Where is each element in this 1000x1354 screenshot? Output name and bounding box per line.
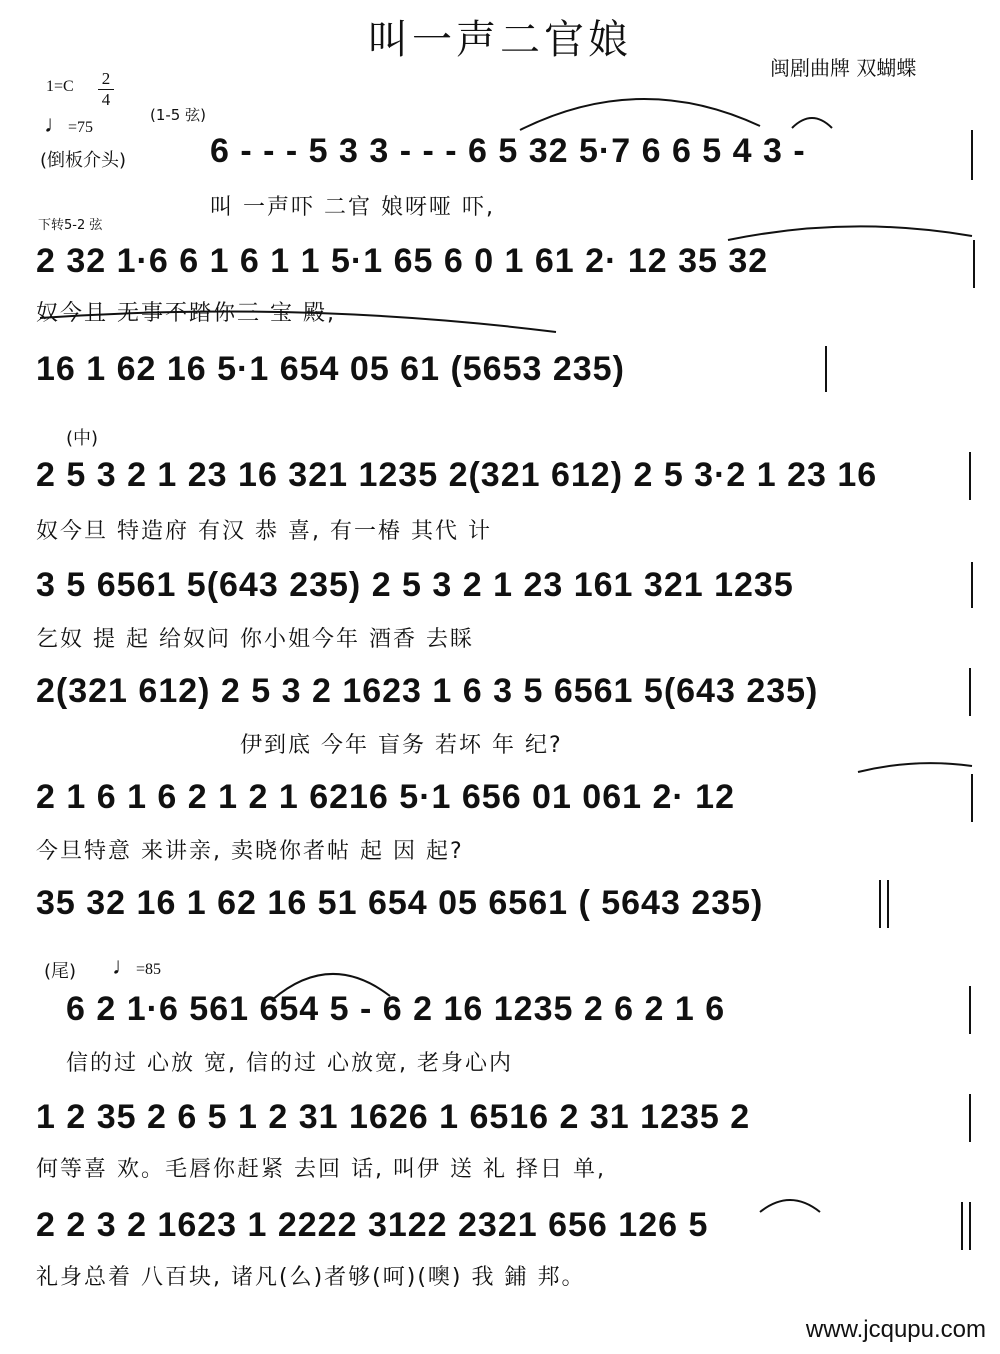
quarter-note-icon: ♩ [44, 112, 68, 138]
page-title: 叫一声二官娘 [368, 17, 632, 63]
notation-line: 2(321 612) 2 5 3 2 1623 1 6 3 5 6561 5(643 235) [36, 672, 819, 710]
notation-line: 6 2 1·6 561 654 5 - 6 2 16 1235 2 6 2 1 6 [66, 990, 726, 1028]
slur [272, 974, 390, 1000]
lyrics-line: 何等喜 欢。毛唇你赶紧 去回 话, 叫伊 送 礼 择日 单, [36, 1157, 606, 1182]
lyrics-line: 奴今且 无事不踏你三 宝 殿, [36, 301, 336, 326]
intro-label: (倒板介头) [40, 150, 127, 171]
section-middle-label: (中) [66, 428, 99, 449]
slur [760, 1200, 820, 1212]
section-end-label: (尾) [44, 961, 77, 982]
lyrics-line: 礼身总着 八百块, 诸凡(么)者够(呵)(噢) 我 鋪 邦。 [36, 1265, 586, 1290]
notation-line: 16 1 62 16 5·1 654 05 61 (5653 235) [36, 350, 625, 388]
subtitle: 闽剧曲牌 双蝴蝶 [770, 56, 917, 80]
slur [728, 226, 972, 240]
lyrics-line: 叫 一声吓 二官 娘呀哑 吓, [210, 195, 495, 220]
slur [792, 118, 832, 128]
lyrics-line: 伊到底 今年 盲务 若坏 年 纪? [240, 733, 563, 758]
key-signature: 1=C [46, 78, 74, 95]
string-hint: (1-5 弦) [150, 106, 206, 124]
transpose-label: 下转5-2 弦 [38, 218, 103, 233]
notation-line: 3 5 6561 5(643 235) 2 5 3 2 1 23 161 321 1235 [36, 566, 794, 604]
lyrics-line: 信的过 心放 宽, 信的过 心放宽, 老身心内 [66, 1051, 513, 1076]
site-url: www.jcqupu.com [805, 1316, 986, 1343]
slur [40, 312, 556, 332]
notation-line: 2 2 3 2 1623 1 2222 3122 2321 656 126 5 [36, 1206, 709, 1244]
notation-line: 2 32 1·6 6 1 6 1 1 5·1 65 6 0 1 61 2· 12 35 32 [36, 242, 769, 280]
time-signature-top: 2 [101, 69, 111, 88]
slur [858, 763, 972, 772]
quarter-note-icon: ♩ [112, 954, 136, 980]
lyrics-line: 奴今旦 特造府 有汉 恭 喜, 有一椿 其代 计 [36, 519, 492, 544]
notation-line: 2 1 6 1 6 2 1 2 1 6216 5·1 656 01 061 2· 12 [36, 778, 735, 816]
end-tempo-value: =85 [136, 961, 162, 978]
tempo-value: =75 [68, 119, 94, 136]
slur [520, 99, 760, 130]
lyrics-line: 乞奴 提 起 给奴问 你小姐今年 酒香 去睬 [36, 627, 474, 652]
notation-line: 35 32 16 1 62 16 51 654 05 6561 ( 5643 235) [36, 884, 764, 922]
lyrics-line: 今旦特意 来讲亲, 卖晓你者帖 起 因 起? [36, 839, 464, 864]
notation-line: 6 - - - 5 3 3 - - - 6 5 32 5·7 6 6 5 4 3 - [210, 132, 806, 170]
notation-line: 1 2 35 2 6 5 1 2 31 1626 1 6516 2 31 1235 2 [36, 1098, 751, 1136]
notation-line: 2 5 3 2 1 23 16 321 1235 2(321 612) 2 5 3·2 1 23 16 [36, 456, 878, 494]
time-signature-bottom: 4 [101, 90, 111, 109]
